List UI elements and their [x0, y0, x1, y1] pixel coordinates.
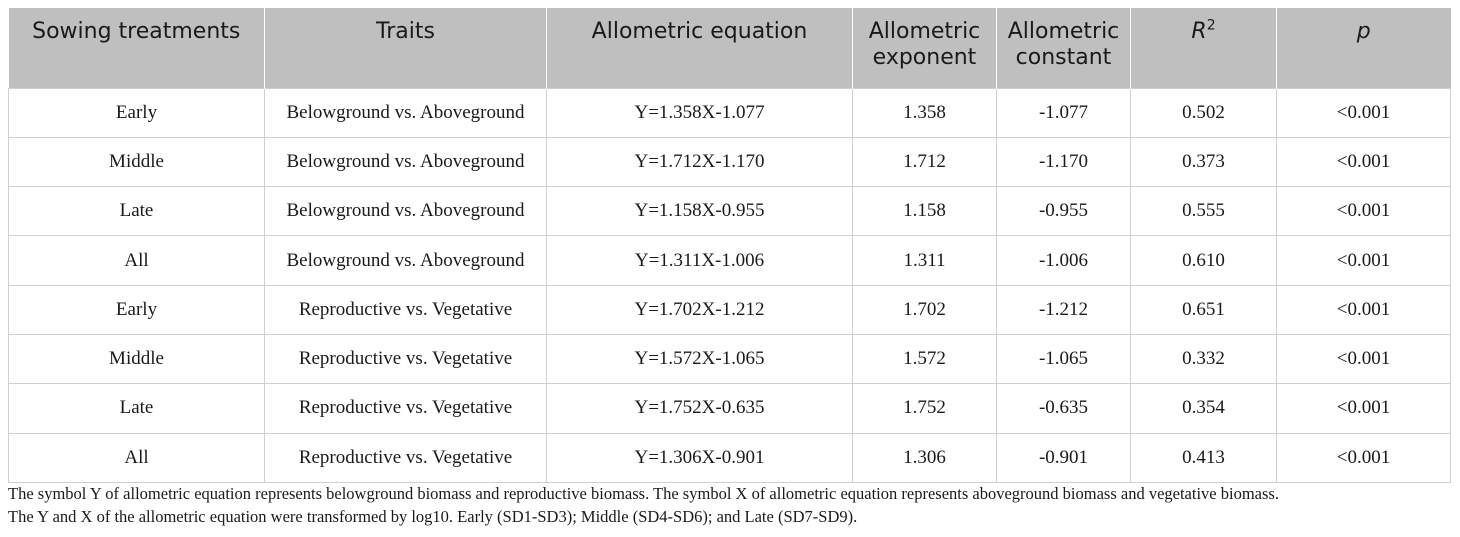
cell-p-value: <0.001 — [1277, 236, 1451, 285]
cell-exponent: 1.158 — [853, 187, 997, 236]
cell-exponent: 1.306 — [853, 433, 997, 482]
table-row — [9, 285, 1451, 334]
allometric-table — [8, 8, 1451, 483]
cell-traits: Belowground vs. Aboveground — [265, 236, 547, 285]
cell-constant: -1.065 — [997, 334, 1131, 383]
table-row — [9, 433, 1451, 482]
cell-traits: Reproductive vs. Vegetative — [265, 285, 547, 334]
cell-p-value: <0.001 — [1277, 88, 1451, 137]
table-row — [9, 88, 1451, 137]
header-traits: Traits — [265, 8, 547, 88]
cell-r-squared: 0.354 — [1131, 384, 1277, 433]
cell-sowing: All — [9, 236, 265, 285]
cell-equation: Y=1.358X-1.077 — [547, 88, 853, 137]
cell-sowing: Late — [9, 187, 265, 236]
cell-r-squared: 0.373 — [1131, 137, 1277, 186]
cell-traits: Belowground vs. Aboveground — [265, 88, 547, 137]
cell-p-value: <0.001 — [1277, 137, 1451, 186]
cell-p-value: <0.001 — [1277, 384, 1451, 433]
cell-equation: Y=1.572X-1.065 — [547, 334, 853, 383]
footnote-line-1: The symbol Y of allometric equation represents belowground biomass and reproductive biomass. The symbol X of allometric equation represents aboveground biomass and vegetative biomass. — [8, 484, 1279, 503]
cell-r-squared: 0.555 — [1131, 187, 1277, 236]
cell-equation: Y=1.752X-0.635 — [547, 384, 853, 433]
cell-equation: Y=1.702X-1.212 — [547, 285, 853, 334]
cell-traits: Reproductive vs. Vegetative — [265, 334, 547, 383]
cell-exponent: 1.702 — [853, 285, 997, 334]
table-container — [8, 8, 1450, 483]
cell-sowing: Early — [9, 285, 265, 334]
cell-constant: -1.212 — [997, 285, 1131, 334]
table-row — [9, 236, 1451, 285]
cell-r-squared: 0.413 — [1131, 433, 1277, 482]
header-sowing-treatments: Sowing treatments — [9, 8, 265, 88]
cell-constant: -0.901 — [997, 433, 1131, 482]
cell-sowing: Early — [9, 88, 265, 137]
cell-equation: Y=1.311X-1.006 — [547, 236, 853, 285]
header-p-value: p — [1277, 8, 1451, 88]
cell-r-squared: 0.651 — [1131, 285, 1277, 334]
cell-exponent: 1.311 — [853, 236, 997, 285]
cell-p-value: <0.001 — [1277, 334, 1451, 383]
cell-equation: Y=1.306X-0.901 — [547, 433, 853, 482]
footnote-line-2: The Y and X of the allometric equation were transformed by log10. Early (SD1-SD3); Middle (SD4-SD6); and Late (SD7-SD9). — [8, 507, 858, 526]
cell-traits: Reproductive vs. Vegetative — [265, 433, 547, 482]
cell-exponent: 1.572 — [853, 334, 997, 383]
cell-traits: Belowground vs. Aboveground — [265, 137, 547, 186]
cell-sowing: Middle — [9, 137, 265, 186]
table-row — [9, 137, 1451, 186]
table-body — [9, 88, 1451, 482]
cell-sowing: Late — [9, 384, 265, 433]
cell-r-squared: 0.610 — [1131, 236, 1277, 285]
cell-constant: -1.077 — [997, 88, 1131, 137]
cell-equation: Y=1.158X-0.955 — [547, 187, 853, 236]
cell-sowing: All — [9, 433, 265, 482]
table-footnote — [8, 482, 1458, 528]
header-allometric-constant: Allometric constant — [997, 8, 1131, 88]
cell-p-value: <0.001 — [1277, 187, 1451, 236]
header-row — [9, 8, 1451, 88]
cell-sowing: Middle — [9, 334, 265, 383]
cell-r-squared: 0.332 — [1131, 334, 1277, 383]
cell-constant: -1.006 — [997, 236, 1131, 285]
cell-traits: Belowground vs. Aboveground — [265, 187, 547, 236]
table-header — [9, 8, 1451, 88]
table-row — [9, 187, 1451, 236]
cell-constant: -0.635 — [997, 384, 1131, 433]
cell-p-value: <0.001 — [1277, 433, 1451, 482]
header-allometric-equation: Allometric equation — [547, 8, 853, 88]
cell-equation: Y=1.712X-1.170 — [547, 137, 853, 186]
table-row — [9, 384, 1451, 433]
cell-traits: Reproductive vs. Vegetative — [265, 384, 547, 433]
cell-exponent: 1.712 — [853, 137, 997, 186]
cell-constant: -0.955 — [997, 187, 1131, 236]
cell-constant: -1.170 — [997, 137, 1131, 186]
cell-exponent: 1.752 — [853, 384, 997, 433]
cell-p-value: <0.001 — [1277, 285, 1451, 334]
table-row — [9, 334, 1451, 383]
cell-exponent: 1.358 — [853, 88, 997, 137]
cell-r-squared: 0.502 — [1131, 88, 1277, 137]
header-allometric-exponent: Allometric exponent — [853, 8, 997, 88]
header-r-squared: $R^2$ — [1131, 8, 1277, 88]
